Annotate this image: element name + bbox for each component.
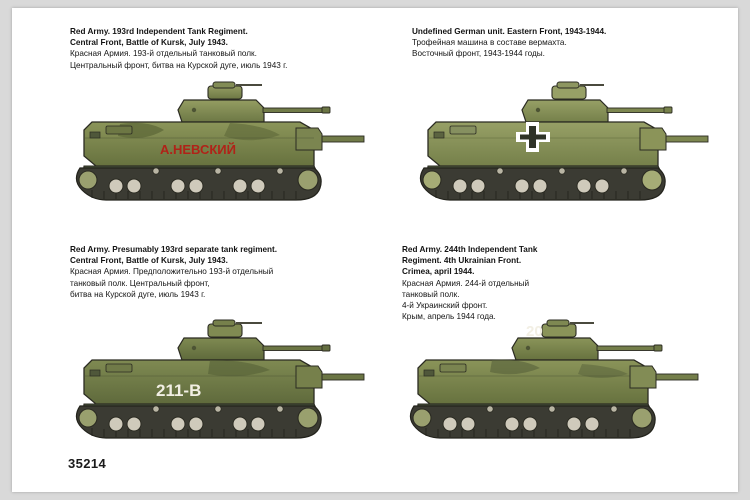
running-gear	[76, 404, 321, 438]
kit-code: 35214	[68, 456, 107, 471]
caption-bottom-right-ru-line1: Красная Армия. 244-й отдельный	[402, 278, 530, 288]
tank-illustration-bottom-left	[60, 308, 400, 468]
hull-group	[418, 360, 698, 404]
hull-group	[84, 360, 364, 404]
caption-top-right-ru-line1: Трофейная машина в составе вермахта.	[412, 38, 567, 48]
caption-bottom-left	[70, 244, 400, 300]
caption-top-left-ru-line2: Центральный фронт, битва на Курской дуге, июль 1943 г.	[70, 60, 288, 70]
caption-bottom-right-en-line1: Red Army. 244th Independent Tank	[402, 245, 538, 254]
turret-group	[512, 320, 662, 360]
caption-bottom-left-en-line1: Red Army. Presumably 193rd separate tank regiment.	[70, 245, 278, 254]
instruction-sheet	[12, 8, 738, 492]
tank-illustration-top-left	[60, 70, 400, 230]
caption-bottom-left-en-line2: Central Front, Battle of Kursk, July 1943.	[70, 256, 228, 266]
caption-bottom-right-en-line2: Regiment. 4th Ukrainian Front.	[402, 256, 522, 266]
caption-bottom-left-ru-line3: битва на Курской дуге, июль 1943 г.	[70, 289, 206, 299]
tank-illustration-top-right	[412, 70, 738, 230]
running-gear	[76, 166, 321, 200]
running-gear	[420, 166, 665, 200]
turret-group	[522, 82, 672, 122]
hull-group	[428, 122, 708, 166]
running-gear	[410, 404, 655, 438]
marking-text-bottom-left: 211-B	[156, 381, 202, 400]
caption-top-left	[70, 26, 400, 71]
marking-text-top-left: А.НЕВСКИЙ	[160, 142, 236, 157]
caption-bottom-right-ru-line4: Крым, апрель 1944 года.	[402, 312, 496, 322]
tank-illustration-bottom-right	[402, 308, 732, 468]
caption-bottom-left-ru-line1: Красная Армия. Предположительно 193-й отдельный	[70, 267, 274, 277]
caption-bottom-left-ru-line2: танковый полк. Центральный фронт,	[70, 278, 210, 288]
caption-top-left-en-line2: Central Front, Battle of Kursk, July 1943.	[70, 38, 228, 48]
caption-top-left-ru-line1: Красная Армия. 193-й отдельный танковый полк.	[70, 49, 257, 59]
turret-group	[178, 82, 330, 122]
caption-bottom-right-en-line3: Crimea, april 1944.	[402, 267, 475, 277]
hull-group	[84, 122, 364, 166]
turret-group	[178, 320, 330, 360]
caption-top-right	[412, 26, 732, 60]
caption-top-left-en-line1: Red Army. 193rd Independent Tank Regiment.	[70, 27, 248, 36]
marking-text-bottom-right: 20	[526, 323, 543, 340]
caption-top-right-ru-line2: Восточный фронт, 1943-1944 годы.	[412, 49, 545, 59]
caption-bottom-right-ru-line2: танковый полк.	[402, 289, 460, 299]
caption-top-right-en-line1: Undefined German unit. Eastern Front, 1943-1944.	[412, 27, 607, 36]
caption-bottom-right-ru-line3: 4-й Украинский фронт.	[402, 301, 488, 311]
